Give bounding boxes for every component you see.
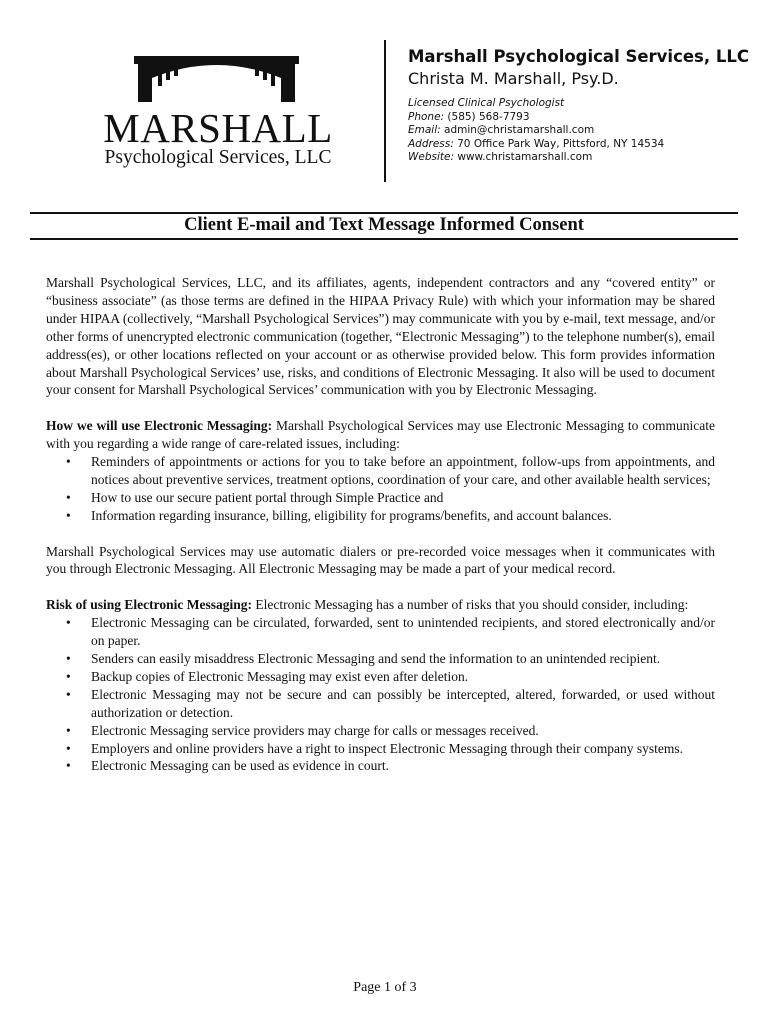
- address-value: 70 Office Park Way, Pittsford, NY 14534: [457, 137, 665, 150]
- phone-label: Phone:: [408, 110, 445, 123]
- document-body: [46, 274, 715, 793]
- title-rule-bottom: [30, 238, 738, 240]
- risk-heading: Risk of using Electronic Messaging:: [46, 597, 253, 613]
- contact-block: [408, 46, 758, 165]
- email-label: Email:: [408, 124, 441, 136]
- practice-name: Marshall Psychological Services, LLC: [408, 47, 750, 66]
- list-item: • Reminders of appointments or actions for you to take before an appointment, follow-ups from appointments, and notices about preventive services, treatment options, coordination of your care, and other available health services;: [66, 454, 715, 487]
- bridge-logo-icon: [134, 50, 299, 105]
- intro-paragraph: Marshall Psychological Services, LLC, and its affiliates, agents, independent contractors and any “covered entity” or “business associate” (as those terms are defined in the HIPAA Privacy Rule) with which your information may be shared under HIPAA (collectively, “Marshall Psychological Services”) may communicate with you by e-mail, text message, and/or other forms of unencrypted electronic communication (together, “Electronic Messaging”) to the telephone number(s), email address(es), or other locations reflected on your account or as otherwise provided below. This form provides information about Marshall Psychological Services’ use, risks, and conditions of Electronic Messaging. It also will be used to document your consent for Marshall Psychological Services’ communication with you by Electronic Messaging.: [46, 275, 715, 398]
- list-item: • Electronic Messaging service providers may charge for calls or messages received.: [66, 722, 539, 738]
- list-item: • Information regarding insurance, billing, eligibility for programs/benefits, and account balances.: [66, 507, 612, 523]
- dialers-paragraph: Marshall Psychological Services may use automatic dialers or pre-recorded voice messages when it communicates with you through Electronic Messaging. All Electronic Messaging may be made a part of your medical record.: [46, 543, 715, 577]
- page-number: Page 1 of 3: [353, 980, 417, 995]
- risk-section: [46, 596, 715, 775]
- address-line: [408, 138, 758, 152]
- use-text: Marshall Psychological Services may use Electronic Messaging to communicate with you regarding a wide range of care-related issues, including:: [46, 418, 716, 452]
- use-heading: How we will use Electronic Messaging:: [46, 418, 273, 434]
- list-item: • Backup copies of Electronic Messaging may exist even after deletion.: [66, 668, 469, 684]
- header-divider: [384, 40, 386, 182]
- address-label: Address:: [408, 137, 454, 150]
- use-list: [46, 453, 715, 525]
- email-value: admin@christamarshall.com: [444, 124, 595, 136]
- logo-wordmark: MARSHALL: [103, 105, 333, 151]
- list-item: • Electronic Messaging can be circulated, forwarded, sent to unintended recipients, and stored electronically and/or on paper.: [66, 615, 715, 649]
- list-item: • Electronic Messaging may not be secure and can possibly be intercepted, altered, forwarded, or used without authorization or detection.: [66, 686, 715, 720]
- list-item: • Senders can easily misaddress Electronic Messaging and send the information to an unintended recipient.: [66, 650, 661, 666]
- email-line: [408, 124, 758, 138]
- risk-list: [46, 614, 715, 775]
- use-section: [46, 417, 715, 524]
- list-item: • Electronic Messaging can be used as evidence in court.: [66, 758, 390, 774]
- risk-paragraph: [46, 596, 715, 614]
- risk-text: Electronic Messaging has a number of risks that you should consider, including:: [255, 597, 689, 613]
- website-label: Website:: [408, 151, 455, 163]
- doctor-name: Christa M. Marshall, Psy.D.: [408, 69, 619, 88]
- company-logo: [96, 50, 341, 170]
- document-title: Client E-mail and Text Message Informed Consent: [184, 215, 584, 235]
- use-paragraph: [46, 417, 715, 453]
- list-item: • Employers and online providers have a right to inspect Electronic Messaging through their company systems.: [66, 740, 683, 756]
- credential: Licensed Clinical Psychologist: [408, 97, 565, 109]
- website-value: www.christamarshall.com: [457, 151, 593, 163]
- phone-value: (585) 568-7793: [447, 110, 530, 123]
- list-item: • How to use our secure patient portal through Simple Practice and: [66, 489, 444, 505]
- phone-line: [408, 111, 758, 125]
- website-line: [408, 151, 758, 165]
- logo-subtitle: Psychological Services, LLC: [104, 147, 332, 168]
